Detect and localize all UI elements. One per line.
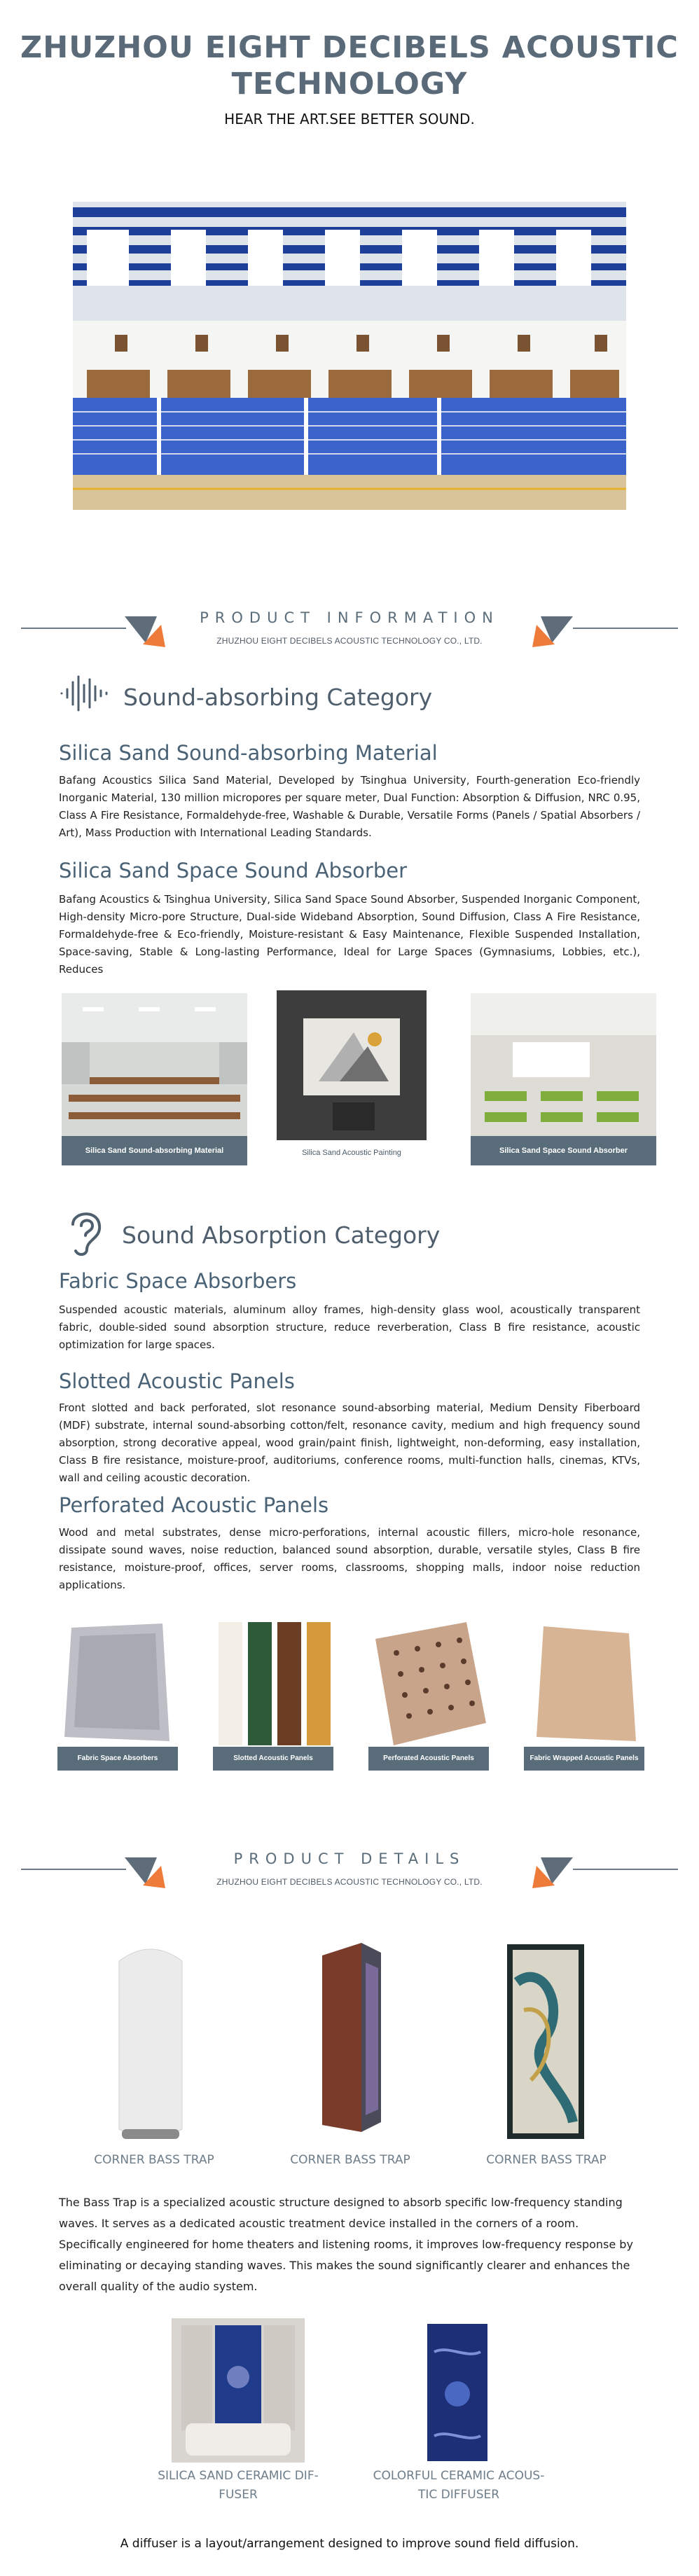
ear-icon	[63, 1205, 108, 1258]
perforated-text: Wood and metal substrates, dense micro-perforations, internal acoustic fillers, micro-hole resonance, dissipate sound waves, noise reduction, balanced sound absorption, durable, versatile styles, Class B fire resistance, moisture-proof, offices, server rooms, classrooms, shopping malls, indoor noise reduction applications.	[59, 1526, 640, 1591]
slotted-panel-photo	[213, 1618, 333, 1748]
product-details-banner	[0, 1842, 699, 1905]
gallery-caption: Fabric Wrapped Acoustic Panels	[524, 1747, 644, 1771]
classroom-photo	[62, 993, 247, 1136]
bass-trap-painted-image	[503, 1940, 588, 2143]
fabric-panel-photo	[57, 1618, 178, 1748]
fabric-text: Suspended acoustic materials, aluminum alloy frames, high-density glass wool, acoustically transparent fabric, double-sided sound absorption structure, reduce reverberation, Class B fire resistance, acoustic optimization for large spaces.	[59, 1303, 640, 1351]
banner-company: ZHUZHOU EIGHT DECIBELS ACOUSTIC TECHNOLOGY CO., LTD.	[216, 1877, 483, 1887]
banner-title: PRODUCT DETAILS	[233, 1850, 466, 1867]
page-title: ZHUZHOU EIGHT DECIBELS ACOUSTIC TECHNOLOGY	[20, 30, 679, 102]
silica-material-text: Bafang Acoustics Silica Sand Material, Developed by Tsinghua University, Fourth-generation Eco-friendly Inorganic Material, 130 million micropores per square meter, Dual Function: Absorption & Diffusion, NRC 0.95, Class A Fire Resistance, Formaldehyde-free, Washable & Durable, Versatile Forms (Panels / Spatial Absorbers / Art), Mass Production with International Leading Standards.	[59, 774, 640, 839]
diffuser-caption-1: SILICA SAND CERAMIC DIF- FUSER	[158, 2469, 319, 2502]
product-information-banner	[0, 601, 699, 664]
bass-trap-description-1: The Bass Trap is a specialized acoustic structure designed to absorb specific low-frequency standing waves. It serves as a dedicated acoustic treatment device installed in the corners of a room.	[59, 2196, 623, 2230]
silica-material-title: Silica Sand Sound-absorbing Material	[59, 741, 438, 765]
bass-trap-caption: CORNER BASS TRAP	[486, 2153, 607, 2167]
fabric-wrapped-panel-photo	[524, 1618, 644, 1748]
gallery-caption: Silica Sand Sound-absorbing Material	[62, 1136, 247, 1165]
acoustic-painting-photo	[277, 990, 427, 1140]
category-title: Sound-absorbing Category	[123, 684, 433, 711]
divider-right	[573, 628, 678, 629]
perforated-panel-photo	[368, 1618, 489, 1748]
gallery-perforated-panels	[368, 1618, 489, 1771]
diffuser-caption-2: COLORFUL CERAMIC ACOUS- TIC DIFFUSER	[373, 2469, 545, 2502]
fabric-title: Fabric Space Absorbers	[59, 1269, 297, 1293]
gallery-caption: Perforated Acoustic Panels	[368, 1747, 489, 1771]
bass-trap-caption: CORNER BASS TRAP	[94, 2153, 214, 2167]
banner-title: PRODUCT INFORMATION	[200, 609, 499, 626]
gallery-caption: Slotted Acoustic Panels	[213, 1747, 333, 1771]
bass-trap-description-2: Specifically engineered for home theaters and listening rooms, it improves low-frequency response by eliminating or decaying standing waves. This makes the sound significantly clearer and enhances the overall quality of the audio system.	[59, 2238, 633, 2293]
perforated-title: Perforated Acoustic Panels	[59, 1493, 329, 1517]
classroom-green-photo	[471, 993, 656, 1136]
silica-ceramic-diffuser-image	[172, 2318, 305, 2463]
bass-trap-caption: CORNER BASS TRAP	[290, 2153, 410, 2167]
sound-wave-icon	[57, 672, 113, 714]
triangle-right-icon	[530, 1853, 573, 1890]
silica-space-title: Silica Sand Space Sound Absorber	[59, 859, 408, 882]
gallery-caption: Silica Sand Space Sound Absorber	[471, 1136, 656, 1165]
category-title: Sound Absorption Category	[122, 1221, 441, 1249]
bass-trap-brown-image	[317, 1934, 384, 2139]
slotted-title: Slotted Acoustic Panels	[59, 1369, 295, 1393]
divider-left	[21, 1869, 126, 1870]
divider-left	[21, 628, 126, 629]
divider-right	[573, 1869, 678, 1870]
banner-company: ZHUZHOU EIGHT DECIBELS ACOUSTIC TECHNOLOGY CO., LTD.	[216, 636, 483, 646]
gallery-silica-material	[62, 993, 247, 1165]
slogan: HEAR THE ART.SEE BETTER SOUND.	[224, 111, 475, 127]
gallery-fabric-wrapped-panels	[524, 1618, 644, 1771]
silica-space-text: Bafang Acoustics & Tsinghua University, Silica Sand Space Sound Absorber, Suspended Inorganic Component, High-density Micro-pore Structure, Dual-side Wideband Absorption, Sound Diffusion, Class A Fire Resistance, Formaldehyde-free & Eco-friendly, Moisture-resistant & Easy Maintenance, Flexible Suspended Installation, Space-saving, Stable & Long-lasting Performance, Ideal for Large Spaces (Gymnasiums, Lobbies, etc.), Reduces	[59, 893, 640, 976]
diffuser-note: A diffuser is a layout/arrangement designed to improve sound field diffusion.	[120, 2537, 579, 2551]
triangle-right-icon	[530, 612, 573, 649]
gallery-caption: Fabric Space Absorbers	[57, 1747, 178, 1771]
bass-trap-white-image	[112, 1940, 189, 2143]
sound-absorbing-category-header	[57, 672, 660, 721]
gallery-fabric-absorbers	[57, 1618, 178, 1771]
sound-absorption-category-header	[57, 1205, 660, 1254]
gymnasium-hero-image	[73, 202, 626, 510]
gallery-silica-space	[471, 993, 656, 1165]
gallery-caption: Silica Sand Acoustic Painting	[302, 1149, 401, 1157]
colorful-ceramic-diffuser-image	[427, 2324, 487, 2461]
gallery-acoustic-painting	[277, 990, 427, 1140]
slotted-text: Front slotted and back perforated, slot resonance sound-absorbing material, Medium Density Fiberboard (MDF) substrate, internal sound-absorbing cotton/felt, resonance cavity, medium and high frequency sound absorption, strong decorative appeal, wood grain/paint finish, lightweight, non-deforming, easy installation, Class B fire resistance, moisture-proof, auditoriums, conference rooms, multi-function halls, cinemas, KTVs, wall and ceiling acoustic decoration.	[59, 1401, 640, 1484]
gallery-slotted-panels	[213, 1618, 333, 1771]
